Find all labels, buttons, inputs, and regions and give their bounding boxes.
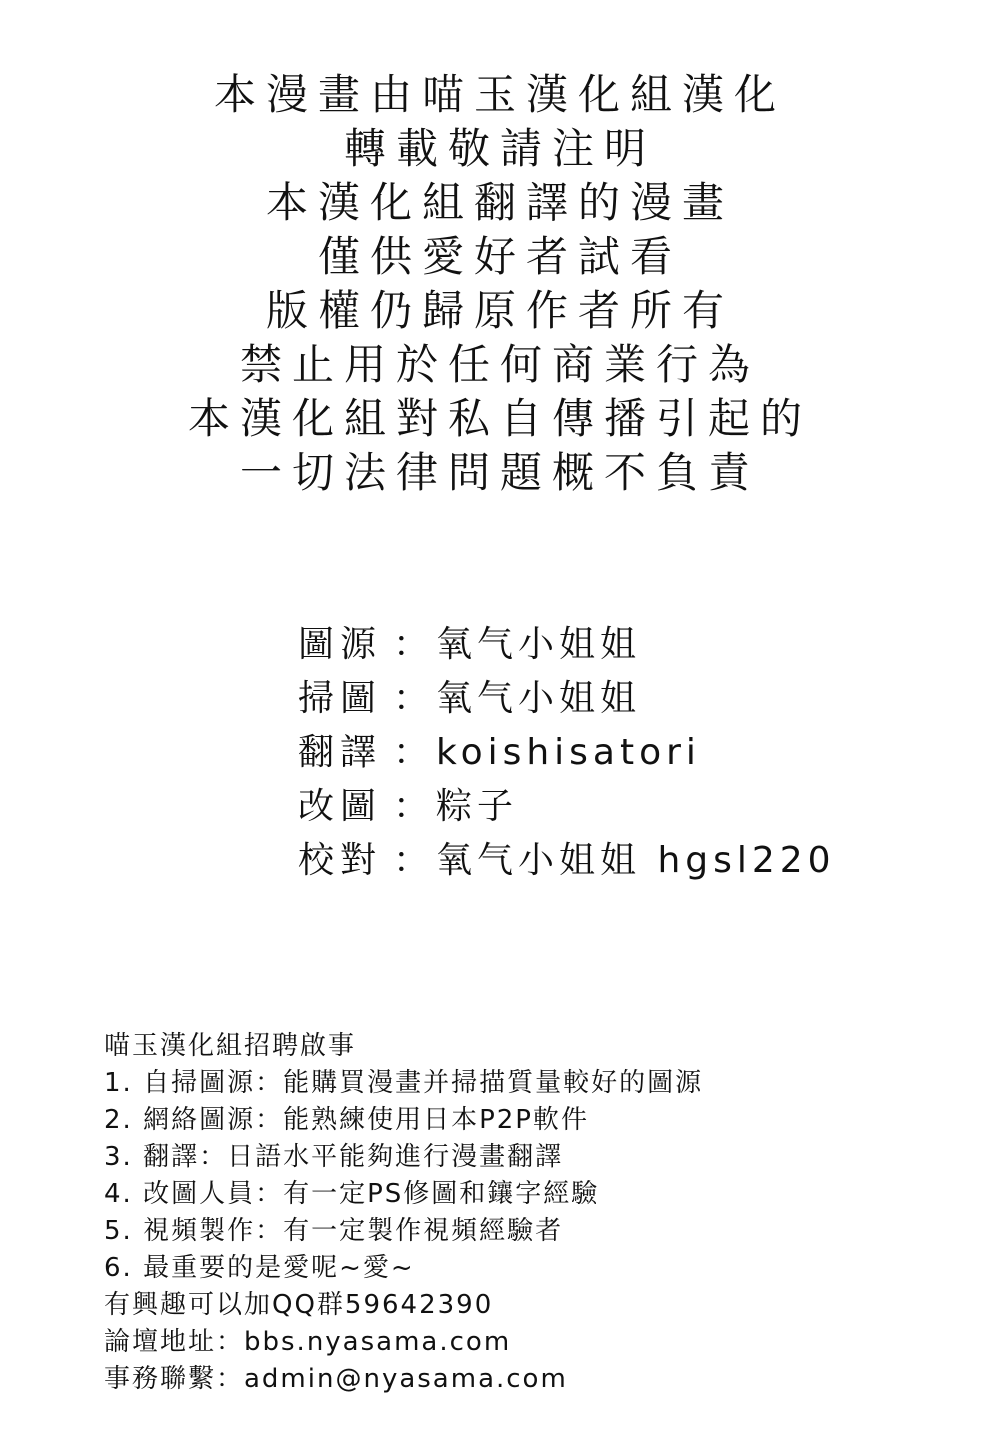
notice-line: 本漢化組翻譯的漫畫 <box>265 178 734 227</box>
credit-name: 氧气小姐姐 hgsl220 <box>436 840 836 881</box>
credit-row-editing <box>298 780 836 834</box>
staff-credits <box>298 618 836 888</box>
credit-role: 翻譯 <box>298 732 383 773</box>
contact-email: 事務聯繫：admin@nyasama.com <box>104 1364 568 1394</box>
recruit-heading: 喵玉漢化組招聘啟事 <box>104 1031 357 1061</box>
forum-address: 論壇地址：bbs.nyasama.com <box>104 1327 512 1357</box>
credit-role: 掃圖 <box>298 678 383 719</box>
credit-row-translation <box>298 726 836 780</box>
credit-name: 氧气小姐姐 <box>436 624 642 665</box>
credit-name: 粽子 <box>436 786 519 827</box>
credit-row-proofreading <box>298 834 836 888</box>
credit-separator: ： <box>392 732 433 773</box>
credit-separator: ： <box>392 786 433 827</box>
notice-line: 本漫畫由喵玉漢化組漢化 <box>213 70 786 119</box>
credit-role: 校對 <box>298 840 383 881</box>
recruit-item: 2. 網絡圖源：能熟練使用日本P2P軟件 <box>104 1105 589 1135</box>
recruit-item: 6. 最重要的是愛呢~愛~ <box>104 1253 415 1283</box>
credit-role: 改圖 <box>298 786 383 827</box>
qq-group-contact: 有興趣可以加QQ群59642390 <box>104 1290 494 1320</box>
credit-name: koishisatori <box>436 732 701 773</box>
notice-line: 版權仍歸原作者所有 <box>265 286 734 335</box>
notice-line: 僅供愛好者試看 <box>317 232 682 281</box>
notice-line: 禁止用於任何商業行為 <box>239 340 760 389</box>
credit-name: 氧气小姐姐 <box>436 678 642 719</box>
credit-separator: ： <box>392 624 433 665</box>
notice-line: 轉載敬請注明 <box>343 124 656 173</box>
notice-line: 一切法律問題概不負責 <box>239 448 760 497</box>
recruit-item: 3. 翻譯：日語水平能夠進行漫畫翻譯 <box>104 1142 564 1172</box>
credit-separator: ： <box>392 840 433 881</box>
recruitment-notice <box>104 1028 703 1398</box>
recruit-item: 1. 自掃圖源：能購買漫畫并掃描質量較好的圖源 <box>104 1068 704 1098</box>
credit-role: 圖源 <box>298 624 383 665</box>
credit-row-source <box>298 618 836 672</box>
recruit-item: 4. 改圖人員：有一定PS修圖和鑲字經驗 <box>104 1179 600 1209</box>
scanlation-notice <box>0 68 1000 500</box>
notice-line: 本漢化組對私自傳播引起的 <box>187 394 812 443</box>
credit-row-scan <box>298 672 836 726</box>
recruit-item: 5. 視頻製作：有一定製作視頻經驗者 <box>104 1216 564 1246</box>
credit-separator: ： <box>392 678 433 719</box>
